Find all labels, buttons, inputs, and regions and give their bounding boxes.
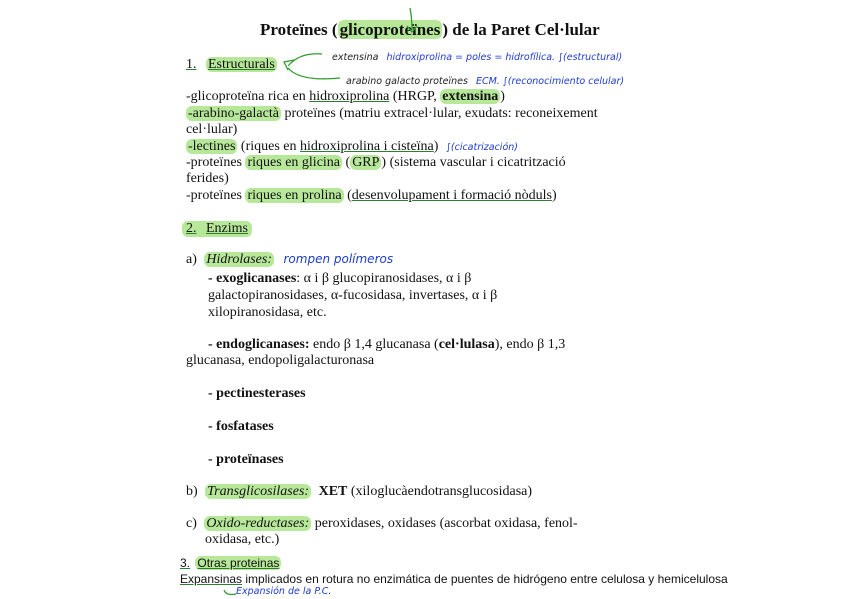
s1-l5-pre: -proteïnes bbox=[186, 155, 246, 170]
expansinas-note: Expansión de la P.C. bbox=[236, 586, 332, 597]
endo-line-1 bbox=[208, 337, 565, 353]
exo-line-1 bbox=[208, 271, 471, 287]
note-agp-label: arabino galacto proteïnes bbox=[346, 76, 468, 87]
section-1-label: Estructurals bbox=[208, 57, 275, 72]
title-highlight: glicoproteïnes bbox=[339, 20, 441, 39]
s1-l7-pre: -proteïnes bbox=[186, 188, 246, 203]
s1-l2-highlight: -arabino-galactà bbox=[188, 106, 279, 121]
section-2-label: Enzims bbox=[206, 221, 248, 236]
exo-line-3: xilopiranosidasa, etc. bbox=[208, 305, 327, 320]
s1-line-3: cel·lular) bbox=[186, 122, 238, 137]
transglicosilases-label: Transglicosilases: bbox=[207, 484, 310, 499]
s1-l7-highlight: riques en prolina bbox=[247, 188, 342, 203]
section-3-label: Otras proteinas bbox=[197, 556, 280, 570]
note-extensina-label: extensina bbox=[332, 52, 379, 63]
expansinas-text: implicados en rotura no enzimática de puentes de hidrógeno entre celulosa y hemicelulosa bbox=[242, 572, 728, 586]
exo-text-1: : α i β glucopiranosidases, α i β bbox=[296, 271, 472, 286]
note-agp-text: ECM. ∫(reconocimiento celular) bbox=[475, 76, 625, 87]
s1-l5-highlight: riques en glicina bbox=[247, 155, 341, 170]
s1-l7-mid: ( bbox=[343, 188, 352, 203]
endo-text-b: cel·lulasa bbox=[438, 337, 495, 352]
exo-label: - exoglicanases bbox=[208, 271, 297, 286]
oxido-text-1: peroxidases, oxidases (ascorbat oxidasa, fenol- bbox=[311, 516, 578, 531]
endo-text-a: endo β 1,4 glucanasa ( bbox=[309, 337, 439, 352]
fosfatases: - fosfatases bbox=[208, 419, 274, 434]
note-extensina-text: hidroxiprolina = poles = hidrofílica. ∫(estructural) bbox=[386, 52, 623, 63]
hidrolases-note: rompen polímeros bbox=[283, 252, 394, 266]
transglicosilases-prefix: b) bbox=[186, 484, 198, 499]
s1-l5-highlight-2: GRP bbox=[352, 155, 380, 170]
s1-l5-post: ) (sistema vascular i cicatrització bbox=[381, 155, 566, 170]
hidrolases-heading bbox=[186, 252, 393, 268]
exo-line-2: galactopiranosidases, α-fucosidasa, invertases, α i β bbox=[208, 288, 498, 303]
expansinas-label: Expansinas bbox=[180, 572, 243, 586]
oxido-reductases-line-2: oxidasa, etc.) bbox=[205, 532, 280, 547]
s1-l1-highlight: extensina bbox=[442, 89, 499, 104]
s1-line-1 bbox=[186, 89, 505, 105]
s1-line-4 bbox=[186, 139, 518, 155]
expansinas-line bbox=[180, 572, 728, 586]
xet-label: XET bbox=[318, 484, 348, 499]
section-3-heading bbox=[180, 556, 281, 570]
hidrolases-label: Hidrolases: bbox=[206, 252, 272, 267]
oxido-label: Oxido-reductases: bbox=[206, 516, 310, 531]
s1-l1-mid: (HRGP, bbox=[389, 89, 441, 104]
section-1-number: 1. bbox=[186, 57, 197, 72]
s1-line-6: ferides) bbox=[186, 171, 229, 186]
endo-line-2: glucanasa, endopoligalacturonasa bbox=[186, 353, 375, 368]
section-2-heading bbox=[182, 221, 252, 237]
endo-text-c: ), endo β 1,3 bbox=[494, 337, 566, 352]
s1-l4-note: ∫(cicatrización) bbox=[445, 142, 518, 153]
s1-l7-underlined: desenvolupament i formació nòduls bbox=[351, 188, 552, 203]
proteinases: - proteïnases bbox=[208, 452, 284, 467]
s1-line-7 bbox=[186, 188, 557, 204]
s1-l1-post: ) bbox=[500, 89, 505, 104]
s1-l1-underlined: hidroxiprolina bbox=[309, 89, 390, 104]
xet-text: (xiloglucàendotransglucosidasa) bbox=[347, 484, 533, 499]
title-pre: Proteïnes ( bbox=[260, 20, 338, 39]
transglicosilases-line bbox=[186, 484, 532, 500]
endo-label: - endoglicanases: bbox=[208, 337, 310, 352]
s1-l5-mid: ( bbox=[342, 155, 351, 170]
s1-l2-post: proteïnes (matriu extracel·lular, exudats: reconeixement bbox=[280, 106, 598, 121]
section-3-number: 3. bbox=[180, 556, 191, 570]
s1-l7-post: ) bbox=[551, 188, 557, 203]
title-post: ) de la Paret Cel·lular bbox=[442, 20, 600, 39]
s1-line-5 bbox=[186, 155, 566, 171]
hidrolases-prefix: a) bbox=[186, 252, 197, 267]
s1-line-2 bbox=[186, 106, 598, 122]
oxido-reductases-line-1 bbox=[186, 516, 578, 532]
s1-l1-pre: -glicoproteïna rica en bbox=[186, 89, 310, 104]
oxido-prefix: c) bbox=[186, 516, 197, 531]
section-2-number: 2. bbox=[186, 221, 197, 236]
s1-l4-pre: (riques en bbox=[237, 139, 301, 154]
s1-l4-underlined: hidroxiprolina i cisteïna bbox=[300, 139, 434, 154]
s1-l4-post: ) bbox=[433, 139, 439, 154]
s1-l4-highlight: -lectines bbox=[188, 139, 236, 154]
pectinesterases: - pectinesterases bbox=[208, 386, 306, 401]
